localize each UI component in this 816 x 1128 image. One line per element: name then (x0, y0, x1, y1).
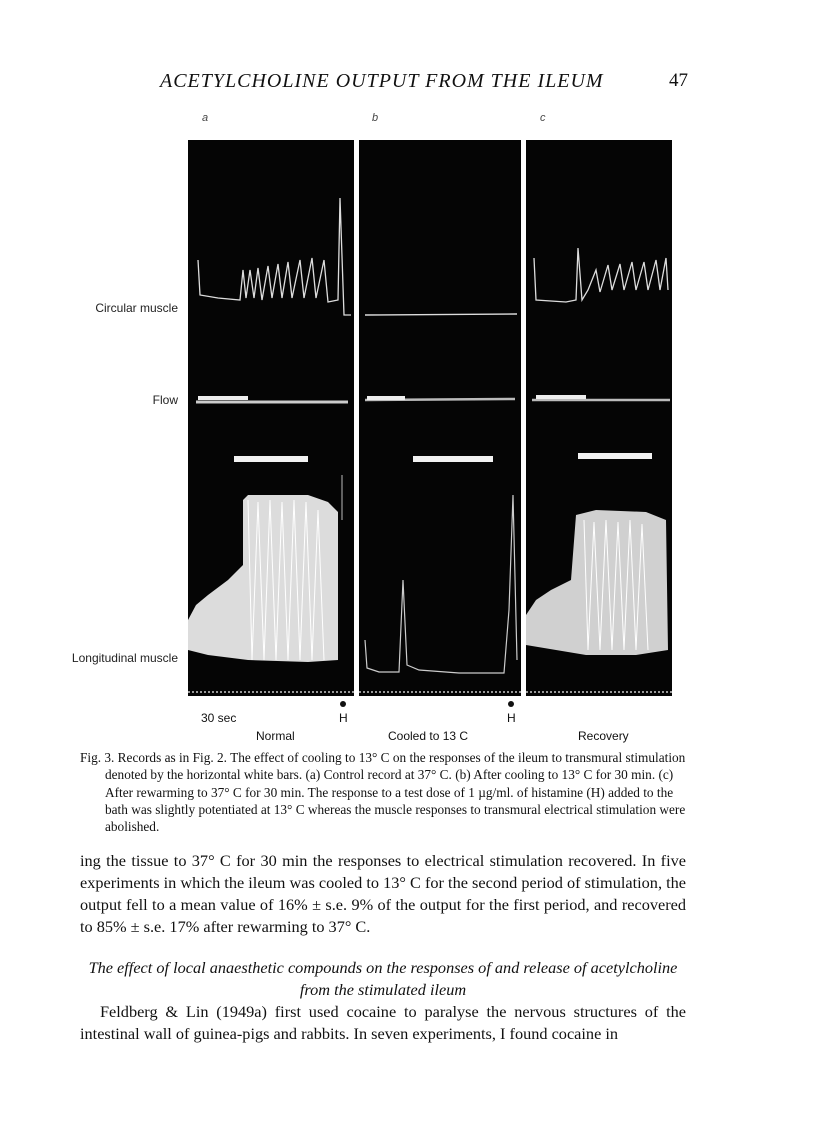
label-flow: Flow (152, 393, 178, 407)
condition-recovery: Recovery (578, 729, 629, 743)
panel-letter-a: a (202, 112, 209, 124)
figure-panel-b (359, 140, 521, 696)
caption-text: Fig. 3. Records as in Fig. 2. The effect of cooling to 13° C on the responses of the ileum to transmural stimulation denoted by the horizontal white bars. (a) Control record at 37° C. (b) After cooling to 13° C for 30 min. (c) After rewarming to 37° C for 30 min. The response to a test dose of 1 µg/ml. of histamine (H) added to the bath was slightly potentiated at 13° C whereas the muscle responses to transmural electrical stimulation were abolished. (80, 750, 686, 835)
histamine-label-a: H (339, 711, 348, 725)
figure-caption (80, 749, 686, 835)
condition-normal: Normal (256, 729, 295, 743)
histamine-marker-dot-b (508, 701, 514, 707)
running-title: ACETYLCHOLINE OUTPUT FROM THE ILEUM (160, 70, 604, 92)
figure-panel-c (526, 140, 672, 696)
histamine-label-b: H (507, 711, 516, 725)
histamine-marker-dot-a (340, 701, 346, 707)
body-paragraph-2: Feldberg & Lin (1949a) first used cocaine to paralyse the nervous structures of the intestinal wall of guinea-pigs and rabbits. In seven experiments, I found cocaine in (80, 1002, 686, 1043)
label-longitudinal-muscle: Longitudinal muscle (71, 651, 178, 665)
panel-letter-b: b (372, 112, 379, 124)
time-scale-label: 30 sec (201, 711, 237, 725)
section-heading: The effect of local anaesthetic compounds on the responses of and release of acetylcholine from the stimulated ileum (88, 958, 678, 999)
figure-panel-a (188, 140, 354, 696)
panel-letter-c: c (540, 112, 546, 124)
page-number: 47 (669, 70, 688, 91)
label-circular-muscle: Circular muscle (95, 301, 178, 315)
body-paragraph-1: ing the tissue to 37° C for 30 min the responses to electrical stimulation recovered. In five experiments in which the ileum was cooled to 13° C for the second period of stimulation, the output fell to a mean value of 16% ± s.e. 9% of the output for the first period, and recovered to 85% ± s.e. 17% after rewarming to 37° C. (80, 851, 686, 936)
condition-cooled: Cooled to 13 C (388, 729, 469, 743)
